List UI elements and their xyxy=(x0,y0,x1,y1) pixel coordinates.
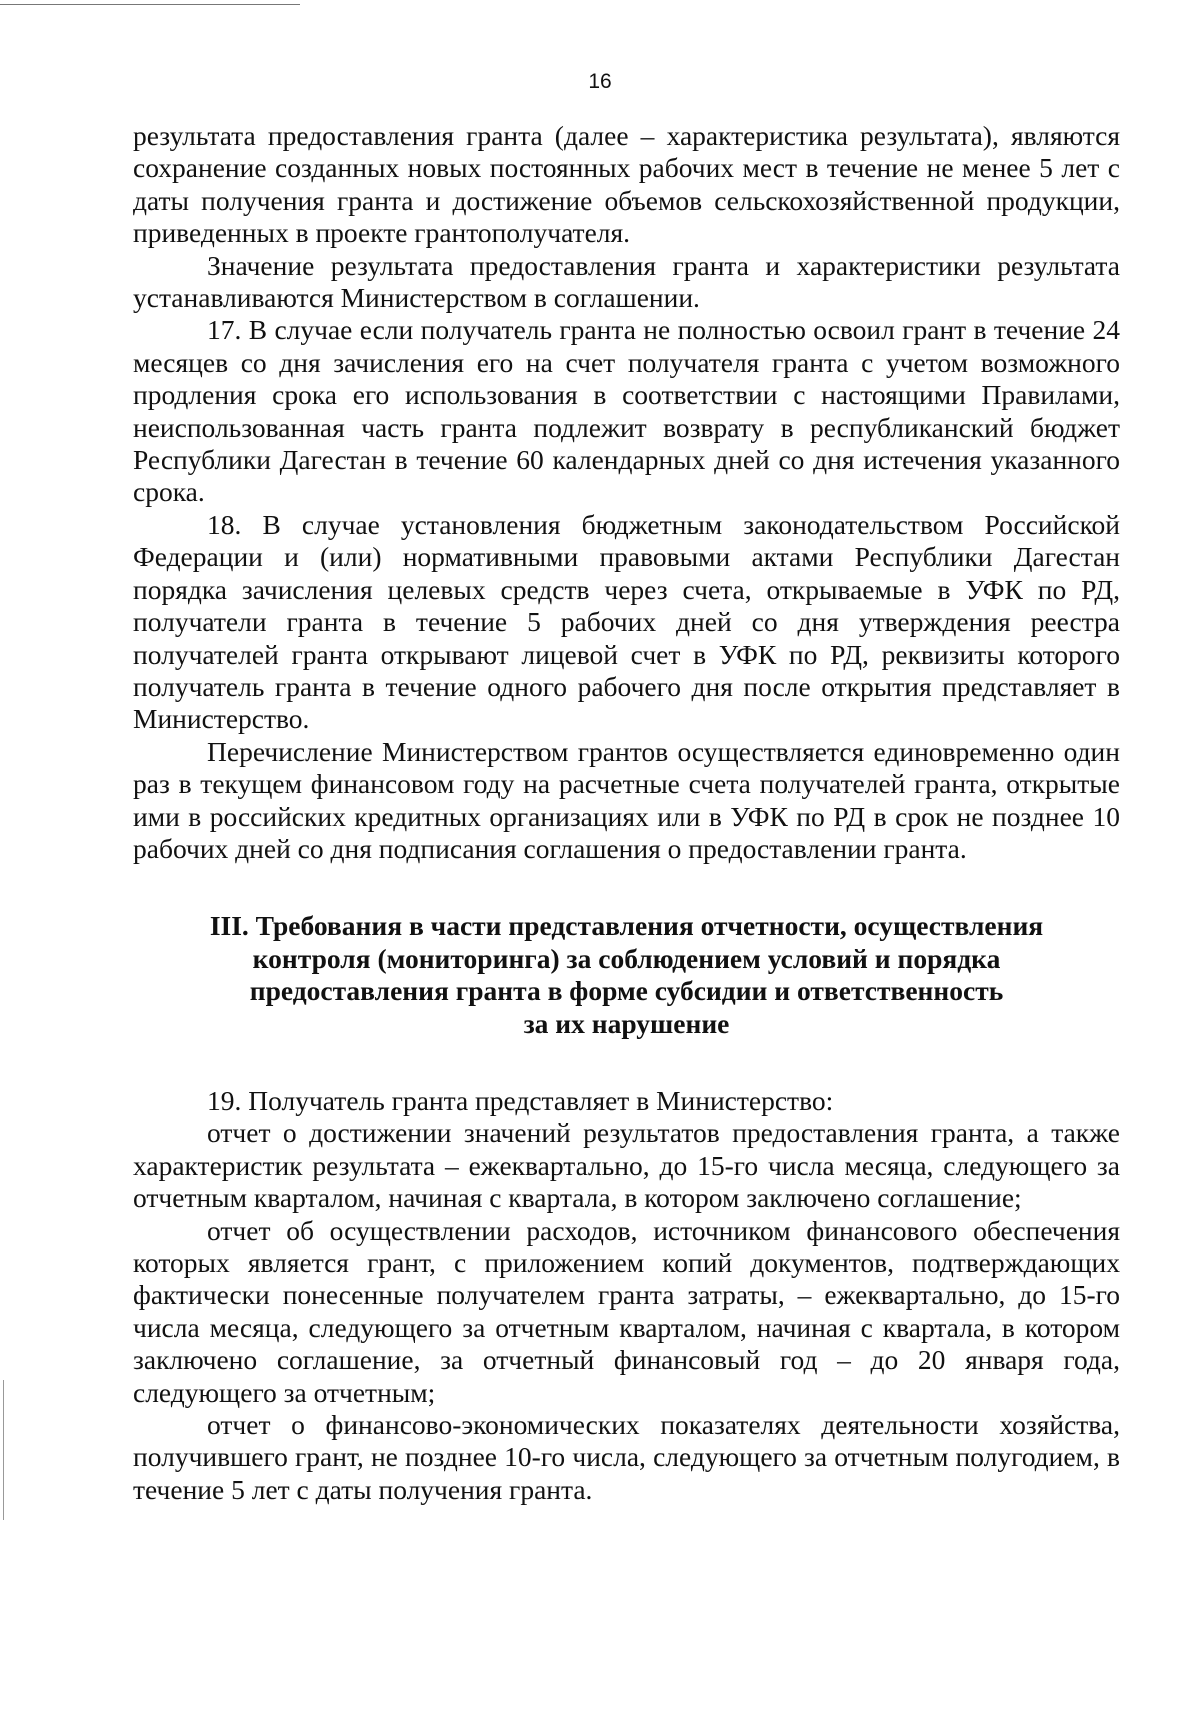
document-body xyxy=(133,120,1120,1506)
paragraph-result-value: Значение результата предоставления гранта и характеристики результата устанавливаются Министерством в соглашении. xyxy=(133,249,1120,314)
paragraph-19: 19. Получатель гранта представляет в Министерство: xyxy=(207,1084,834,1116)
paragraph-report-results: отчет о достижении значений результатов предоставления гранта, а также характеристик результата – ежеквартально, до 15-го числа месяца, следующего за отчетным кварталом, начиная с квартала, в котором заключено соглашение; xyxy=(133,1117,1120,1214)
scan-edge-line xyxy=(0,4,300,5)
page-number: 16 xyxy=(588,70,612,93)
paragraph-report-expenses: отчет об осуществлении расходов, источником финансового обеспечения которых является грант, с приложением копий документов, подтверждающих фактически понесенные получателем гранта затраты, – ежеквартально, до 15-го числа месяца, следующего за отчетным кварталом, начиная с квартала, в котором заключено соглашение, за отчетный финансовый год – до 20 января года, следующего за отчетным; xyxy=(133,1214,1120,1408)
paragraph-17: 17. В случае если получатель гранта не полностью освоил грант в течение 24 месяцев со дня зачисления его на счет получателя гранта с учетом возможного продления срока его использования в соответствии с настоящими Правилами, неиспользованная часть гранта подлежит возврату в республиканский бюджет Республики Дагестан в течение 60 календарных дней со дня истечения указанного срока. xyxy=(133,314,1120,508)
paragraph-transfer: Перечисление Министерством грантов осуществляется единовременно один раз в текущем финансовом году на расчетные счета получателей гранта, открытые ими в российских кредитных организациях или в УФК по РД в срок не позднее 10 рабочих дней со дня подписания соглашения о предоставлении гранта. xyxy=(133,735,1120,864)
section-heading-line: III. Требования в части представления отчетности, осуществления xyxy=(209,910,1044,942)
paragraph-report-financial: отчет о финансово-экономических показателях деятельности хозяйства, получившего грант, не позднее 10-го числа, следующего за отчетным полугодием, в течение 5 лет с даты получения гранта. xyxy=(133,1409,1120,1505)
section-heading-line: контроля (мониторинга) за соблюдением условий и порядка xyxy=(252,942,1001,974)
section-heading-line: предоставления гранта в форме субсидии и ответственность xyxy=(249,975,1004,1007)
scan-edge-line xyxy=(3,1380,4,1520)
paragraph-18: 18. В случае установления бюджетным законодательством Российской Федерации и (или) нормативными правовыми актами Республики Дагестан порядка зачисления целевых средств через счета, открываемые в УФК по РД, получатели гранта в течение 5 рабочих дней со дня утверждения реестра получателей гранта открывают лицевой счет в УФК по РД, реквизиты которого получатель гранта в течение одного рабочего дня после открытия представляет в Министерство. xyxy=(133,508,1120,735)
paragraph-continuation: результата предоставления гранта (далее – характеристика результата), являются сохранение созданных новых постоянных рабочих мест в течение не менее 5 лет с даты получения гранта и достижение объемов сельскохозяйственной продукции, приведенных в проекте грантополучателя. xyxy=(133,120,1120,249)
section-heading xyxy=(133,910,1120,1040)
section-heading-line: за их нарушение xyxy=(523,1007,730,1039)
